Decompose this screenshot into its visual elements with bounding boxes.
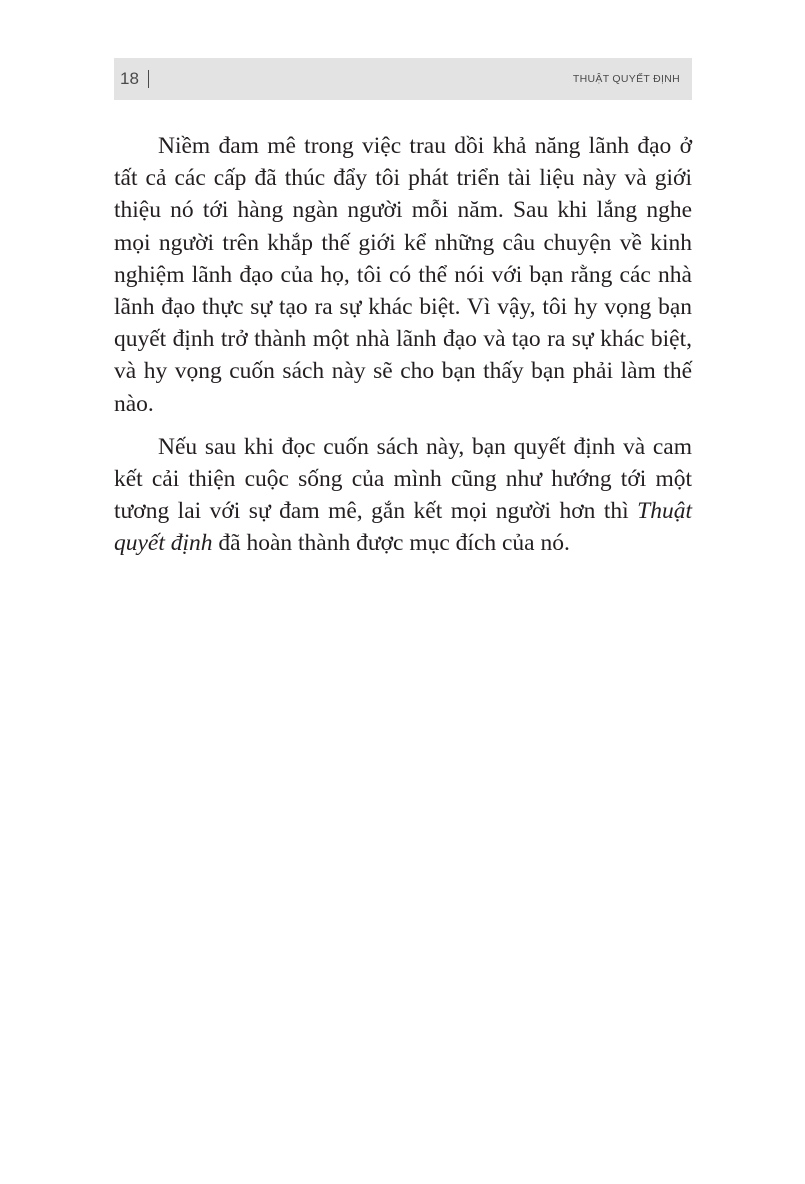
running-header	[114, 58, 692, 100]
book-title-italic: Thuật quyết định	[114, 498, 692, 557]
header-separator	[148, 70, 150, 88]
page-number-group	[120, 69, 149, 89]
paragraph-2	[114, 431, 692, 560]
paragraph-2-text-before: Nếu sau khi đọc cuốn sách này, bạn quyết định và cam kết cải thiện cuộc sống của mình cũng như hướng tới một tương lai với sự đam mê, gắn kết mọi người hơn thì	[114, 433, 692, 525]
running-title: THUẬT QUYẾT ĐỊNH	[572, 73, 680, 85]
paragraph-1: Niềm đam mê trong việc trau dồi khả năng lãnh đạo ở tất cả các cấp đã thúc đẩy tôi phát triển tài liệu này và giới thiệu nó tới hàng ngàn người mỗi năm. Sau khi lắng nghe mọi người trên khắp thế giới kể những câu chuyện về kinh nghiệm lãnh đạo của họ, tôi có thể nói với bạn rằng các nhà lãnh đạo thực sự tạo ra sự khác biệt. Vì vậy, tôi hy vọng bạn quyết định trở thành một nhà lãnh đạo và tạo ra sự khác biệt, và hy vọng cuốn sách này sẽ cho bạn thấy bạn phải làm thế nào.	[114, 133, 692, 417]
paragraph-2-text-after: đã hoàn thành được mục đích của nó.	[212, 530, 570, 557]
page-body	[114, 130, 692, 571]
page-number: 18	[120, 69, 139, 88]
